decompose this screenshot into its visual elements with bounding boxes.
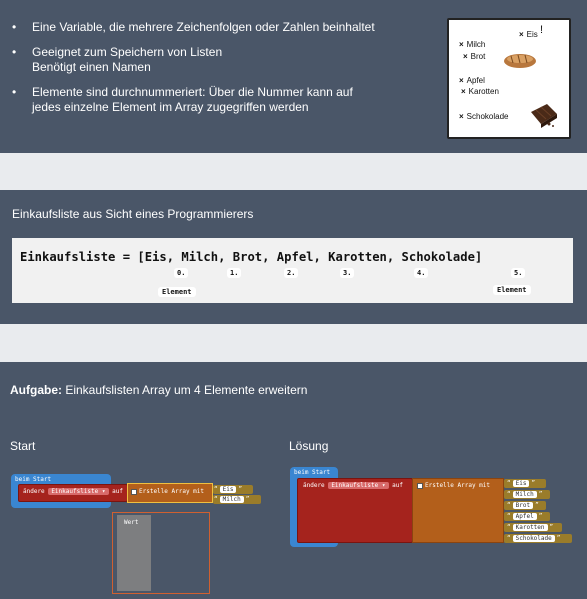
create-array-block[interactable]: Erstelle Array mit [127,483,213,503]
programmer-panel [0,190,587,324]
value-block[interactable]: Wert [117,515,151,591]
string-block[interactable]: “ Eis ” [213,485,253,494]
create-array-block[interactable]: Erstelle Array mit [412,478,504,543]
index-badge: 2. [284,268,298,278]
string-block[interactable]: “ Brot ” [504,501,546,510]
index-badge: 0. [174,268,188,278]
gear-icon[interactable] [417,483,423,489]
index-badge: 4. [414,268,428,278]
exclamation-mark: ! [540,24,544,36]
list-item: × Schokolade [459,112,509,121]
string-block[interactable]: “ Eis ” [504,479,546,488]
gear-icon[interactable] [131,489,137,495]
array-code: Einkaufsliste = [Eis, Milch, Brot, Apfel, Karotten, Schokolade] [20,250,483,264]
variable-dropdown[interactable]: Einkaufsliste ▾ [328,482,388,489]
bullet-item [12,85,432,115]
bullet-list [12,20,432,125]
bullet-item [12,20,432,35]
set-variable-block[interactable]: ändere Einkaufsliste ▾ auf [297,478,413,543]
string-block[interactable]: “ Schokolade ” [504,534,572,543]
solution-label: Lösung [289,439,329,453]
task-panel [0,362,587,599]
bullet-text: jedes einzelne Element im Array zugegriffen werden [32,100,309,114]
index-badge: 3. [340,268,354,278]
bullet-text: • Elemente sind durchnummeriert: Über die Nummer kann auf [32,85,353,99]
list-item: × Karotten [461,87,499,96]
start-label: Start [10,439,36,453]
element-label: Element [158,287,196,297]
bullet-text: Benötigt einen Namen [32,60,151,74]
element-label: Element [493,285,531,295]
intro-panel [0,0,587,153]
list-item: × Eis [519,30,538,39]
list-item: × Apfel [459,76,485,85]
event-block[interactable]: beim Start [290,467,338,547]
string-block[interactable]: “ Apfel ” [504,512,550,521]
index-badge: 5. [511,268,525,278]
set-variable-block[interactable]: ändere Einkaufsliste ▾ auf [18,484,128,502]
chocolate-icon [527,102,559,130]
list-item: × Milch [459,40,486,49]
variable-dropdown[interactable]: Einkaufsliste ▾ [48,488,108,495]
bullet-text: • Eine Variable, die mehrere Zeichenfolgen oder Zahlen beinhaltet [32,20,375,34]
event-block[interactable]: beim Start [11,474,111,508]
task-heading: Aufgabe: Einkaufslisten Array um 4 Elemente erweitern [10,383,308,397]
index-badge: 1. [227,268,241,278]
code-box [12,238,573,303]
string-block[interactable]: “ Karotten ” [504,523,562,532]
bullet-item [12,45,432,75]
bullet-text: • Geeignet zum Speichern von Listen [32,45,223,59]
shopping-list-illustration [447,18,571,139]
list-item: × Brot [463,52,486,61]
string-block[interactable]: “ Milch ” [213,495,261,504]
string-block[interactable]: “ Milch ” [504,490,550,499]
section-title: Einkaufsliste aus Sicht eines Programmierers [12,207,254,221]
bread-icon [503,52,537,70]
